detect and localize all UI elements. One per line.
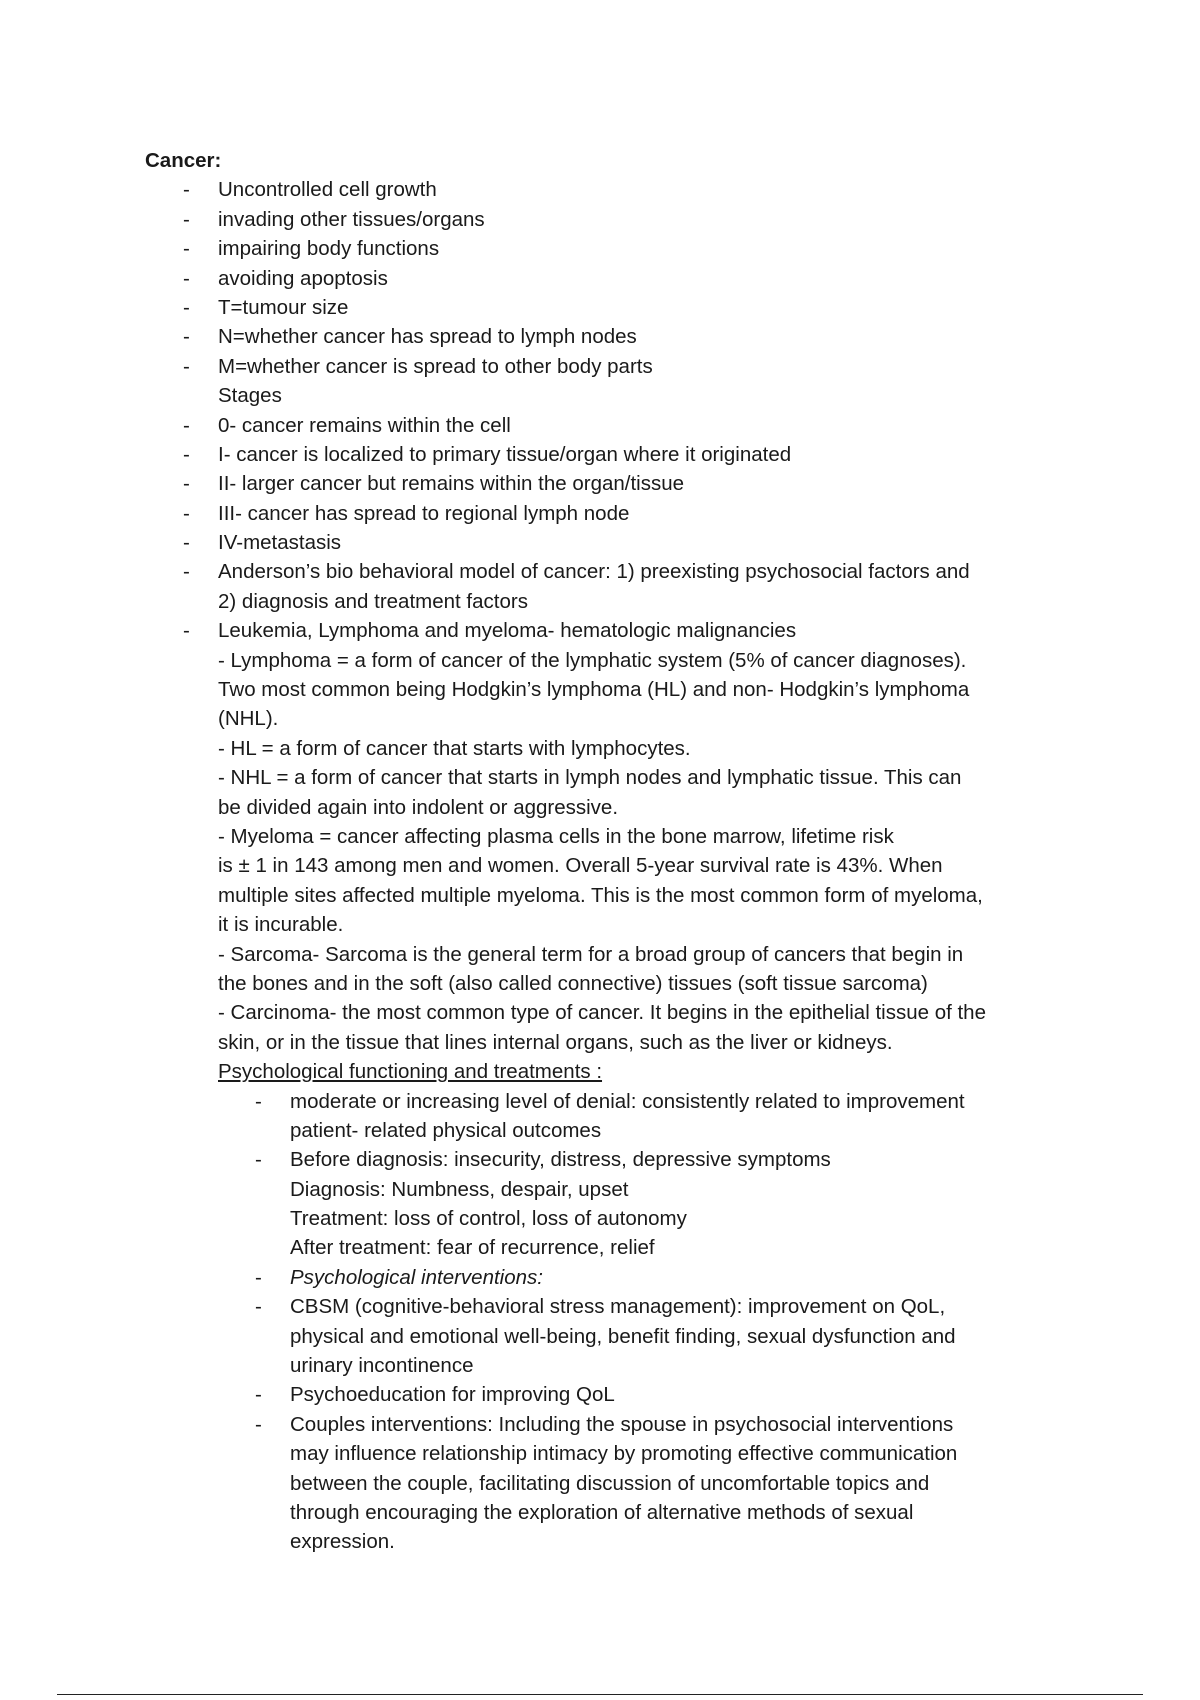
bullet-dash: - — [183, 207, 190, 231]
list-item — [145, 675, 1065, 704]
list-item-text: invading other tissues/organs — [218, 207, 485, 231]
list-item — [145, 1380, 1065, 1409]
list-item — [145, 881, 1065, 910]
list-item — [145, 1263, 1065, 1292]
list-item-text: expression. — [290, 1530, 395, 1554]
list-item-text: multiple sites affected multiple myeloma. This is the most common form of myeloma, — [218, 883, 983, 907]
list-item — [145, 440, 1065, 469]
list-item-text: moderate or increasing level of denial: consistently related to improvement — [290, 1089, 965, 1113]
notes-body — [145, 146, 1065, 1557]
list-item-text: 2) diagnosis and treatment factors — [218, 589, 528, 613]
list-item-text: Two most common being Hodgkin’s lymphoma (HL) and non- Hodgkin’s lymphoma — [218, 678, 970, 702]
list-item — [145, 1292, 1065, 1321]
list-item-text: Treatment: loss of control, loss of autonomy — [290, 1207, 687, 1231]
list-item — [145, 1145, 1065, 1174]
list-item — [145, 234, 1065, 263]
list-item-text: - HL = a form of cancer that starts with lymphocytes. — [218, 736, 691, 760]
list-item — [145, 264, 1065, 293]
list-item-text: II- larger cancer but remains within the organ/tissue — [218, 472, 685, 496]
list-item — [145, 1116, 1065, 1145]
list-item-text: Psychoeducation for improving QoL — [290, 1383, 615, 1407]
bullet-dash: - — [183, 325, 190, 349]
list-item — [145, 411, 1065, 440]
list-item-text: - Myeloma = cancer affecting plasma cells in the bone marrow, lifetime risk — [218, 824, 894, 848]
list-item-text: M=whether cancer is spread to other body parts — [218, 354, 653, 378]
list-item-text: is ± 1 in 143 among men and women. Overall 5-year survival rate is 43%. When — [218, 854, 943, 878]
list-item-text: (NHL). — [218, 707, 279, 731]
list-item-text: through encouraging the exploration of alternative methods of sexual — [290, 1500, 914, 1524]
bullet-dash: - — [255, 1089, 262, 1113]
bullet-dash: - — [183, 237, 190, 261]
list-item — [145, 381, 1065, 410]
list-item-text: I- cancer is localized to primary tissue/organ where it originated — [218, 442, 792, 466]
list-item — [145, 587, 1065, 616]
list-item — [145, 1204, 1065, 1233]
list-item — [145, 704, 1065, 733]
bullet-dash: - — [255, 1265, 262, 1289]
bullet-dash: - — [183, 560, 190, 584]
list-item-text: may influence relationship intimacy by promoting effective communication — [290, 1442, 958, 1466]
list-item — [145, 205, 1065, 234]
list-item — [145, 940, 1065, 969]
list-item — [145, 1087, 1065, 1116]
list-item — [145, 1233, 1065, 1262]
bullet-dash: - — [255, 1412, 262, 1436]
list-item-text: Diagnosis: Numbness, despair, upset — [290, 1177, 629, 1201]
list-item-text: Psychological interventions: — [290, 1265, 543, 1289]
list-item — [145, 616, 1065, 645]
list-item — [145, 1469, 1065, 1498]
bullet-dash: - — [183, 442, 190, 466]
list-item — [145, 793, 1065, 822]
list-item-text: Stages — [218, 384, 282, 408]
notes-list — [145, 175, 1065, 1556]
list-item-text: CBSM (cognitive-behavioral stress management): improvement on QoL, — [290, 1295, 946, 1319]
bullet-dash: - — [183, 531, 190, 555]
list-item — [145, 175, 1065, 204]
list-item-text: impairing body functions — [218, 237, 440, 261]
bullet-dash: - — [183, 413, 190, 437]
list-item — [145, 352, 1065, 381]
bullet-dash: - — [255, 1383, 262, 1407]
footer-rule — [57, 1694, 1143, 1695]
list-item — [145, 734, 1065, 763]
list-item-text: patient- related physical outcomes — [290, 1118, 602, 1142]
list-item — [145, 1175, 1065, 1204]
list-item — [145, 910, 1065, 939]
bullet-dash: - — [183, 472, 190, 496]
bullet-dash: - — [183, 295, 190, 319]
bullet-dash: - — [183, 178, 190, 202]
list-item — [145, 1322, 1065, 1351]
bullet-dash: - — [183, 266, 190, 290]
list-item — [145, 469, 1065, 498]
document-title: Cancer: — [145, 149, 222, 172]
list-item — [145, 1057, 1065, 1086]
bullet-dash: - — [183, 501, 190, 525]
bullet-dash: - — [183, 619, 190, 643]
list-item-text: Before diagnosis: insecurity, distress, depressive symptoms — [290, 1148, 831, 1172]
list-item-text: 0- cancer remains within the cell — [218, 413, 511, 437]
list-item-text: IV-metastasis — [218, 531, 342, 555]
list-item — [145, 998, 1065, 1027]
list-item-text: avoiding apoptosis — [218, 266, 388, 290]
list-item-text: After treatment: fear of recurrence, relief — [290, 1236, 655, 1260]
list-item — [145, 1410, 1065, 1439]
list-item — [145, 528, 1065, 557]
list-item-text: N=whether cancer has spread to lymph nodes — [218, 325, 637, 349]
list-item-text: T=tumour size — [218, 295, 349, 319]
list-item-text: urinary incontinence — [290, 1354, 474, 1378]
list-item — [145, 1498, 1065, 1527]
list-item — [145, 763, 1065, 792]
list-item-text: - NHL = a form of cancer that starts in lymph nodes and lymphatic tissue. This can — [218, 766, 962, 790]
list-item — [145, 499, 1065, 528]
list-item-text: physical and emotional well-being, benefit finding, sexual dysfunction and — [290, 1324, 956, 1348]
list-item — [145, 1028, 1065, 1057]
bullet-dash: - — [255, 1295, 262, 1319]
list-item-text: Leukemia, Lymphoma and myeloma- hematologic malignancies — [218, 619, 797, 643]
list-item — [145, 646, 1065, 675]
bullet-dash: - — [255, 1148, 262, 1172]
list-item — [145, 1351, 1065, 1380]
list-item-text: III- cancer has spread to regional lymph node — [218, 501, 630, 525]
list-item-text: - Carcinoma- the most common type of cancer. It begins in the epithelial tissue of the — [218, 1001, 986, 1025]
list-item-text: it is incurable. — [218, 913, 344, 937]
list-item-text: - Lymphoma = a form of cancer of the lymphatic system (5% of cancer diagnoses). — [218, 648, 967, 672]
list-item — [145, 293, 1065, 322]
list-item-text: Uncontrolled cell growth — [218, 178, 437, 202]
list-item — [145, 1527, 1065, 1556]
bullet-dash: - — [183, 354, 190, 378]
list-item — [145, 1439, 1065, 1468]
list-item — [145, 322, 1065, 351]
list-item-text: skin, or in the tissue that lines internal organs, such as the liver or kidneys. — [218, 1030, 893, 1054]
heading-line — [145, 146, 1065, 175]
list-item — [145, 969, 1065, 998]
list-item-text: between the couple, facilitating discussion of uncomfortable topics and — [290, 1471, 930, 1495]
list-item — [145, 822, 1065, 851]
list-item-text: Anderson’s bio behavioral model of cancer: 1) preexisting psychosocial factors and — [218, 560, 970, 584]
list-item — [145, 557, 1065, 586]
list-item-text: the bones and in the soft (also called connective) tissues (soft tissue sarcoma) — [218, 971, 928, 995]
list-item — [145, 851, 1065, 880]
list-item-text: - Sarcoma- Sarcoma is the general term for a broad group of cancers that begin in — [218, 942, 964, 966]
list-item-text: be divided again into indolent or aggressive. — [218, 795, 619, 819]
list-item-text: Couples interventions: Including the spouse in psychosocial interventions — [290, 1412, 954, 1436]
section-heading: Psychological functioning and treatments : — [218, 1060, 603, 1084]
